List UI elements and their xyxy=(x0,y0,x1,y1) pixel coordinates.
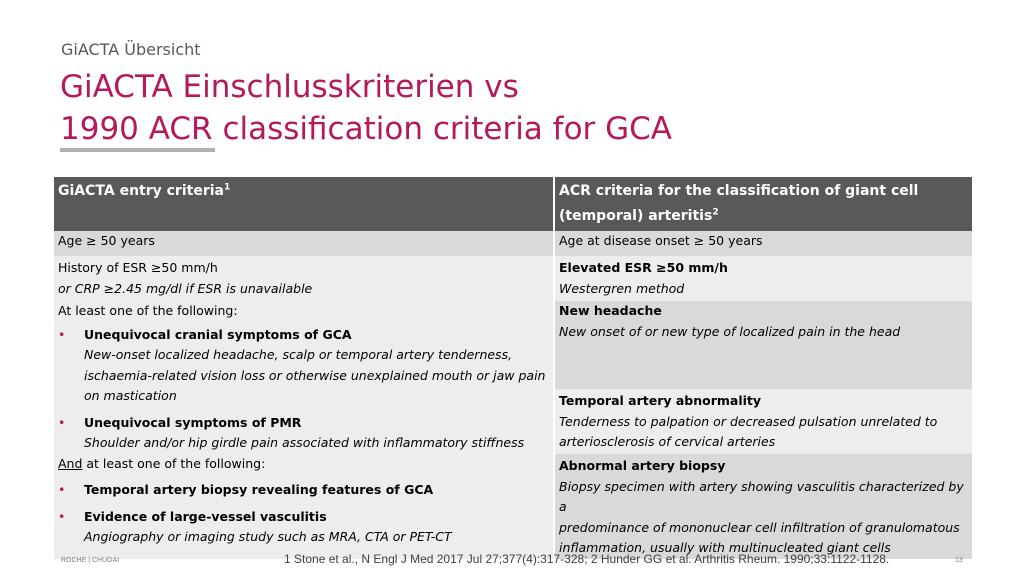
title-line-2: 1990 ACR classification criteria for GCA xyxy=(60,111,673,147)
temporal-cell: Temporal artery abnormality Tenderness to palpation or decreased pulsation unrelated to arteriosclerosis of cervical arteries xyxy=(554,389,972,454)
criteria-table xyxy=(54,177,972,559)
page-number: 13 xyxy=(955,557,963,564)
list-item: • Unequivocal cranial symptoms of GCA New-onset localized headache, scalp or temporal artery tenderness, ischaemia-related vision loss or otherwise unexplained mouth or jaw pain on mastication xyxy=(58,326,546,403)
col1-header: GiACTA entry criteria$^1$ xyxy=(54,177,554,231)
table-row-esr xyxy=(54,256,972,301)
title-underline xyxy=(60,148,215,152)
esr-right: Elevated ESR ≥50 mm/h Westergren method xyxy=(554,256,972,301)
footer-references: 1 Stone et al., N Engl J Med 2017 Jul 27;377(4):317-328; 2 Hunder GG et al. Arthritis Rheum. 1990;33:1122-1128. xyxy=(284,552,890,566)
list-item: • Temporal artery biopsy revealing features of GCA xyxy=(58,482,434,497)
footer-company: ROCHE | CHUGAI xyxy=(61,557,120,564)
age-right: Age at disease onset ≥ 50 years xyxy=(554,231,972,256)
slide-subtitle: GiACTA Übersicht xyxy=(61,40,201,59)
list-item: • Unequivocal symptoms of PMR Shoulder and/or hip girdle pain associated with inflammatory stiffness xyxy=(58,414,525,450)
table-row-age xyxy=(54,231,972,256)
headache-cell: New headache New onset of or new type of localized pain in the head xyxy=(554,301,972,389)
col2-header: ACR criteria for the classification of giant cell (temporal) arteritis$^2$ xyxy=(554,177,972,231)
symptoms-left: At least one of the following: • Unequivocal cranial symptoms of GCA New-onset localized headache, scalp or temporal artery tenderness, ischaemia-related vision loss or otherwise unexplained mouth or jaw pain on mastication • Unequivocal symptoms of PMR Shoulder and/or hip girdle pain associated with inflammatory stiffness And at least one of the following: • Temporal artery biopsy revealing features of GCA • Evidence of large-vessel vasculitis Angiography or imaging study such as MRA, CTA or PET-CT xyxy=(54,301,554,559)
title-line-1: GiACTA Einschlusskriterien vs xyxy=(60,69,519,105)
esr-left: History of ESR ≥50 mm/h or CRP ≥2.45 mg/dl if ESR is unavailable xyxy=(54,256,554,301)
age-left: Age ≥ 50 years xyxy=(54,231,554,256)
slide-title xyxy=(60,66,672,150)
biopsy-cell: Abnormal artery biopsy Biopsy specimen with artery showing vasculitis characterized by a predominance of mononuclear cell infiltration of granulomatous inflammation, usually with multinucleated giant cells xyxy=(554,454,972,559)
table-header-row xyxy=(54,177,972,231)
table-row-symptoms xyxy=(54,301,972,389)
list-item: • Evidence of large-vessel vasculitis Angiography or imaging study such as MRA, CTA or PET-CT xyxy=(58,508,452,544)
